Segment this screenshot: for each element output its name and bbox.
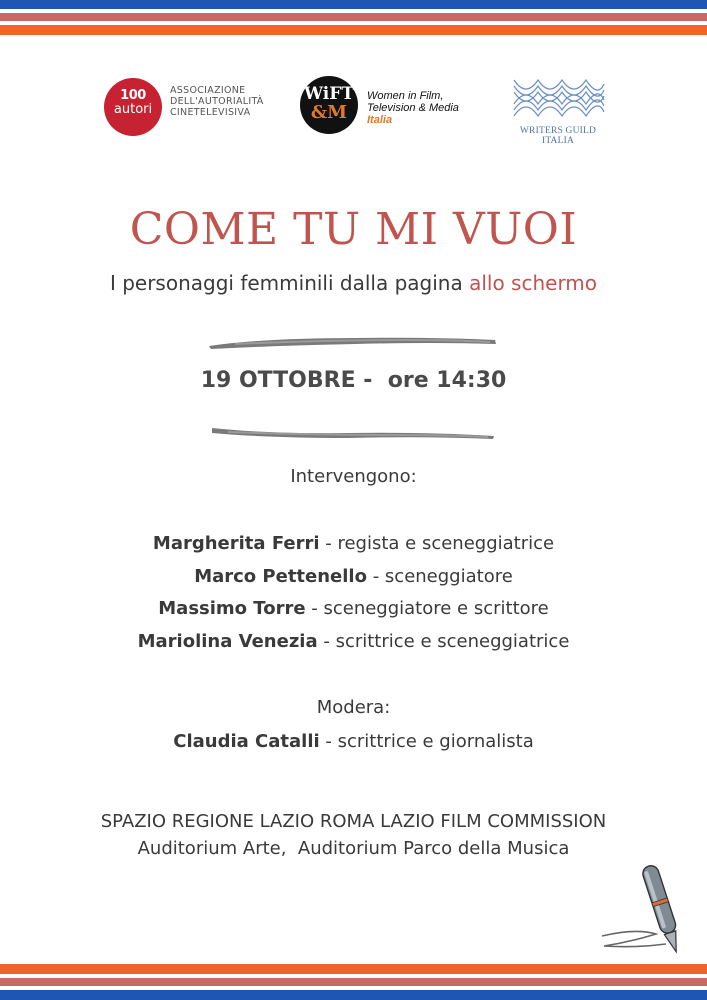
event-date-time: 19 OTTOBRE - ore 14:30 [200, 368, 507, 393]
wgi-logo-mark [510, 74, 606, 122]
moderator-role: - scrittrice e giornalista [319, 731, 534, 752]
top-band-coral [0, 13, 707, 21]
speaker-role: - sceneggiatore [366, 566, 513, 587]
speaker-role: - regista e sceneggiatrice [319, 533, 555, 554]
bottom-band-blue [0, 990, 707, 1000]
speaker-item [0, 533, 707, 554]
subtitle-highlight: allo schermo [469, 271, 598, 295]
moderator-item [0, 731, 707, 752]
speaker-item [0, 566, 707, 587]
wift-caption-line: Television & Media [367, 102, 459, 114]
brush-divider-top [205, 332, 500, 352]
speaker-name: Mariolina Venezia [137, 631, 318, 652]
wift-caption-country: Italia [367, 114, 393, 126]
wift-logo [300, 76, 358, 134]
autori-caption [170, 85, 264, 118]
subtitle-main: I personaggi femminili dalla pagina [109, 271, 470, 295]
subtitle [0, 271, 707, 295]
top-band-blue [0, 0, 707, 9]
wift-caption-line: Women in Film, [367, 90, 444, 102]
wift-logo-top: WiFT [304, 84, 354, 104]
page-title: COME TU MI VUOI [129, 204, 578, 255]
autori-caption-line: ASSOCIAZIONE [170, 85, 246, 96]
venue-line-2: Auditorium Arte, Auditorium Parco della Musica [137, 838, 570, 859]
autori-caption-line: CINETELEVISIVA [170, 107, 251, 118]
autori-logo-number: 100 [120, 88, 146, 103]
speaker-role: - scrittrice e sceneggiatrice [317, 631, 570, 652]
speaker-item [0, 598, 707, 619]
speaker-name: Margherita Ferri [152, 533, 320, 554]
speakers-label: Intervengono: [290, 466, 417, 487]
brush-divider-bottom [208, 422, 498, 442]
speaker-role: - sceneggiatore e scrittore [305, 598, 549, 619]
top-band-orange [0, 25, 707, 35]
autori-caption-line: DELL'AUTORIALITÀ [170, 96, 264, 107]
autori-logo-word: autori [113, 102, 153, 117]
speaker-name: Massimo Torre [158, 598, 306, 619]
wift-caption [367, 90, 459, 126]
pen-icon [596, 858, 692, 960]
speaker-name: Marco Pettenello [194, 566, 367, 587]
autori-logo [104, 78, 162, 136]
moderator-name: Claudia Catalli [173, 731, 320, 752]
bottom-band-coral [0, 978, 707, 986]
venue-line-1: SPAZIO REGIONE LAZIO ROMA LAZIO FILM COMMISSION [100, 811, 607, 832]
wift-logo-bottom: &M [310, 102, 348, 123]
moderator-label: Modera: [316, 697, 391, 718]
speaker-item [0, 631, 707, 652]
bottom-band-orange [0, 964, 707, 974]
wgi-caption: WRITERS GUILD ITALIA [519, 126, 597, 146]
